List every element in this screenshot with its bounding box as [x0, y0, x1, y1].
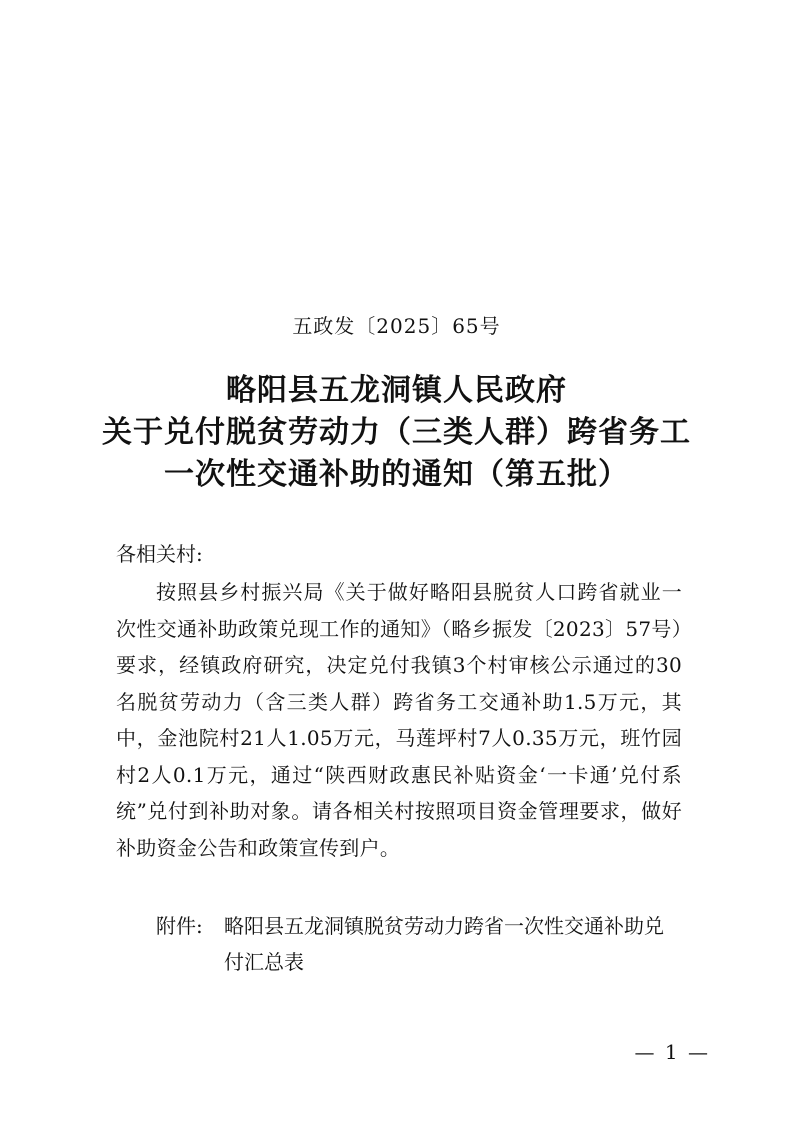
attachment-title-line-2: 付汇总表 [224, 950, 304, 974]
attachment-note [156, 908, 664, 980]
title-line-1: 略阳县五龙洞镇人民政府 [226, 373, 567, 408]
page-number: — 1 — [634, 1040, 710, 1064]
attachment-label: 附件: [156, 914, 203, 938]
document-title [0, 370, 793, 496]
salutation: 各相关村: [116, 542, 203, 566]
body-paragraph: 按照县乡村振兴局《关于做好略阳县脱贫人口跨省就业一次性交通补助政策兑现工作的通知》（略乡振发〔2023〕57号）要求，经镇政府研究，决定兑付我镇3个村审核公示通过的30名脱贫劳动力（含三类人群）跨省务工交通补助1.5万元，其中，金池院村21人1.05万元，马莲坪村7人0.35万元，班竹园村2人0.1万元，通过“陕西财政惠民补贴资金‘一卡通’兑付系统”兑付到补助对象。请各相关村按照项目资金管理要求，做好补助资金公告和政策宣传到户。 [116, 580, 682, 860]
attachment-title-line-1: 略阳县五龙洞镇脱贫劳动力跨省一次性交通补助兑 [224, 914, 664, 938]
title-line-3: 一次性交通补助的通知（第五批） [164, 457, 629, 492]
title-line-2: 关于兑付脱贫劳动力（三类人群）跨省务工 [102, 415, 691, 450]
document-number: 五政发〔2025〕65号 [292, 314, 501, 338]
